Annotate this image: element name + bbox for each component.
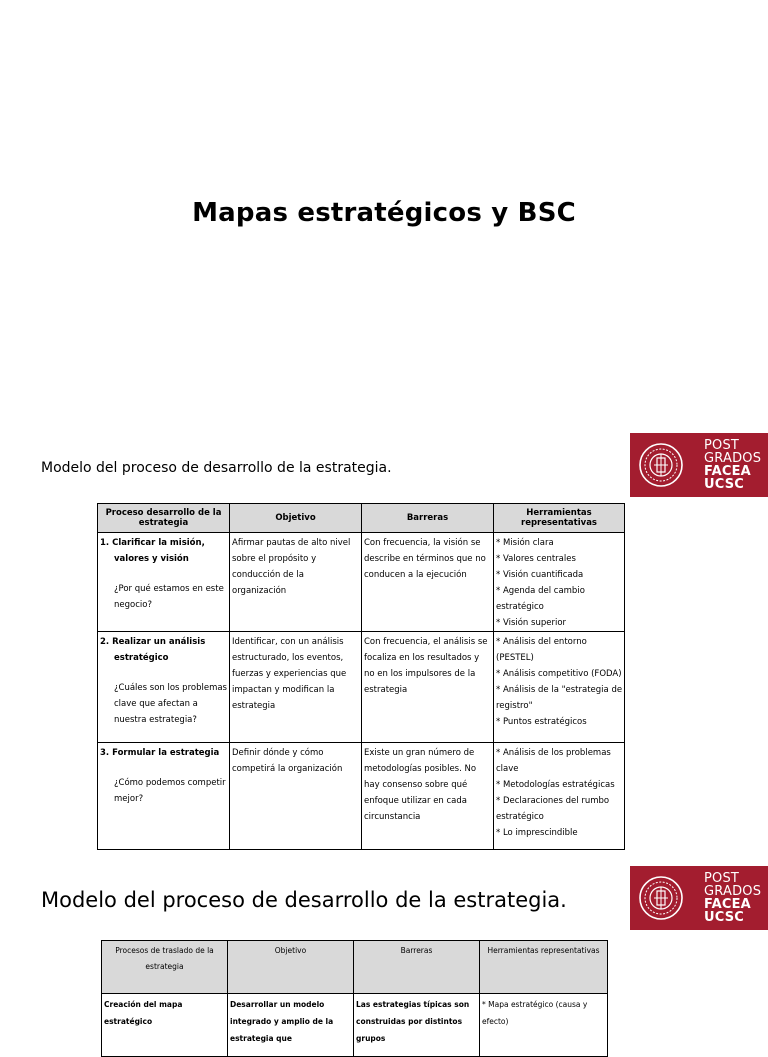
process-cell bbox=[98, 533, 230, 632]
table-row bbox=[102, 994, 608, 1057]
column-header: Herramientas representativas bbox=[494, 504, 625, 533]
column-header: Procesos de traslado de la estrategia bbox=[102, 941, 228, 994]
tool-item: * Metodologías estratégicas bbox=[496, 777, 623, 793]
slide-title: Mapas estratégicos y BSC bbox=[192, 198, 576, 228]
slide-heading: Modelo del proceso de desarrollo de la estrategia. bbox=[41, 888, 567, 912]
process-cell bbox=[98, 743, 230, 850]
table-header-row bbox=[102, 941, 608, 994]
university-seal-icon bbox=[638, 875, 684, 921]
process-title: 1. Clarificar la misión, valores y visión bbox=[100, 538, 205, 564]
tools-cell bbox=[494, 632, 625, 743]
process-cell bbox=[98, 632, 230, 743]
column-header: Herramientas representativas bbox=[480, 941, 608, 994]
tool-item: * Análisis de la "estrategia de registro" bbox=[496, 682, 623, 714]
column-header: Objetivo bbox=[228, 941, 354, 994]
tool-item: * Declaraciones del rumbo estratégico bbox=[496, 793, 623, 825]
tool-item: * Análisis del entorno (PESTEL) bbox=[496, 634, 623, 666]
process-title: 3. Formular la estrategia bbox=[100, 748, 220, 758]
logo-wordmark: POST GRADOS FACEA UCSC bbox=[704, 871, 762, 925]
tools-cell: * Mapa estratégico (causa y efecto) bbox=[480, 994, 608, 1057]
tool-item: * Visión superior bbox=[496, 615, 623, 631]
strategy-process-table bbox=[97, 503, 625, 850]
postgrados-logo bbox=[630, 433, 768, 497]
strategy-translation-table bbox=[101, 940, 608, 1057]
table-row bbox=[98, 743, 625, 850]
barriers-cell: Con frecuencia, la visión se describe en términos que no conducen a la ejecución bbox=[362, 533, 494, 632]
process-question: ¿Cuáles son los problemas clave que afectan a nuestra estrategia? bbox=[114, 683, 227, 725]
process-question: ¿Cómo podemos competir mejor? bbox=[114, 778, 226, 804]
title-slide bbox=[0, 0, 768, 430]
tool-item: * Análisis competitivo (FODA) bbox=[496, 666, 623, 682]
column-header: Barreras bbox=[362, 504, 494, 533]
process-question: ¿Por qué estamos en este negocio? bbox=[114, 584, 224, 610]
process-title: 2. Realizar un análisis estratégico bbox=[100, 637, 206, 663]
objective-cell: Identificar, con un análisis estructurado, los eventos, fuerzas y experiencias que impactan y modifican la estrategia bbox=[230, 632, 362, 743]
barriers-cell: Existe un gran número de metodologías posibles. No hay consenso sobre qué enfoque utilizar en cada circunstancia bbox=[362, 743, 494, 850]
tool-item: * Lo imprescindible bbox=[496, 825, 623, 841]
strategy-translation-slide bbox=[0, 864, 768, 1043]
column-header: Objetivo bbox=[230, 504, 362, 533]
university-seal-icon bbox=[638, 442, 684, 488]
tool-item: * Valores centrales bbox=[496, 551, 623, 567]
tool-item: * Puntos estratégicos bbox=[496, 714, 623, 730]
tool-item: * Misión clara bbox=[496, 535, 623, 551]
table-row bbox=[98, 632, 625, 743]
column-header: Barreras bbox=[354, 941, 480, 994]
objective-cell: Desarrollar un modelo integrado y amplio de la estrategia que bbox=[228, 994, 354, 1057]
postgrados-logo bbox=[630, 866, 768, 930]
tools-cell bbox=[494, 533, 625, 632]
column-header: Proceso desarrollo de la estrategia bbox=[98, 504, 230, 533]
objective-cell: Afirmar pautas de alto nivel sobre el propósito y conducción de la organización bbox=[230, 533, 362, 632]
barriers-cell: Las estrategias típicas son construidas por distintos grupos bbox=[354, 994, 480, 1057]
table-header-row bbox=[98, 504, 625, 533]
slide-heading: Modelo del proceso de desarrollo de la estrategia. bbox=[41, 460, 392, 476]
objective-cell: Definir dónde y cómo competirá la organización bbox=[230, 743, 362, 850]
table-row bbox=[98, 533, 625, 632]
tool-item: * Análisis de los problemas clave bbox=[496, 745, 623, 777]
tools-cell bbox=[494, 743, 625, 850]
strategy-table-slide bbox=[0, 432, 768, 862]
logo-wordmark: POST GRADOS FACEA UCSC bbox=[704, 438, 762, 492]
tool-item: * Agenda del cambio estratégico bbox=[496, 583, 623, 615]
tool-item: * Visión cuantificada bbox=[496, 567, 623, 583]
barriers-cell: Con frecuencia, el análisis se focaliza en los resultados y no en los impulsores de la estrategia bbox=[362, 632, 494, 743]
process-cell: Creación del mapa estratégico bbox=[102, 994, 228, 1057]
